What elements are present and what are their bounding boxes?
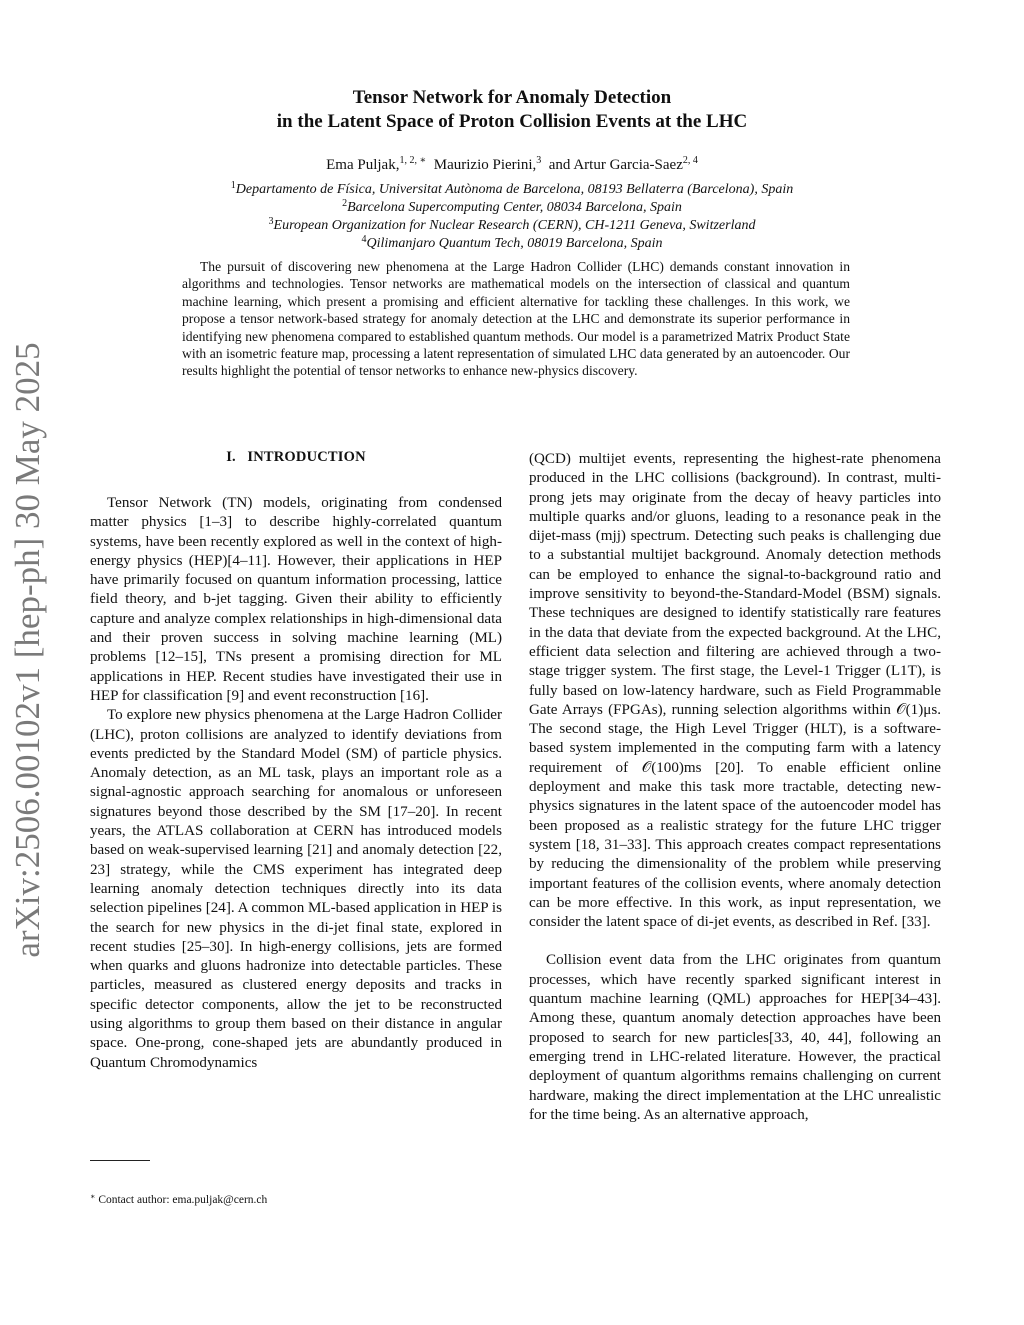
paragraph-gap bbox=[529, 932, 941, 951]
author-list bbox=[0, 155, 1024, 175]
footnote-mark: ∗ bbox=[90, 1192, 96, 1201]
title-line-1: Tensor Network for Anomaly Detection bbox=[352, 87, 672, 108]
title-line-2: in the Latent Space of Proton Collision Events at the LHC bbox=[276, 111, 748, 132]
section-title: INTRODUCTION bbox=[247, 449, 366, 465]
paragraph: Collision event data from the LHC originates from quantum processes, which have recently sparked significant interest in quantum machine learning (QML) approaches for HEP[34–43]. Among these, quantum anomaly detection approaches have been proposed to search for new particles[33, 40, 44], following an emerging trend in LHC-related literature. However, the practical deployment of quantum algorithms remains challenging on current hardware, making the direct implementation at the LHC unrealistic for the time being. As an alternative approach, bbox=[529, 952, 941, 1123]
affiliation-mark: 3 bbox=[268, 216, 274, 227]
affiliation bbox=[0, 181, 1024, 199]
affiliation bbox=[0, 217, 1024, 235]
section-number: I. bbox=[226, 449, 236, 465]
author-name: and Artur Garcia-Saez bbox=[548, 157, 683, 173]
paragraph: Tensor Network (TN) models, originating from condensed matter physics [1–3] to describe highly-correlated quantum systems, have been recently explored as well in the context of high-energy physics (HEP)[4–11]. However, their applications in HEP have primarily focused on quantum information processing, lattice field theory, and b-jet tagging. Given their ability to efficiently capture and analyze complex relationships in high-dimensional data and their proven success in solving machine learning (ML) problems [12–15], TNs present a promising direction for ML applications in HEP. Recent studies have investigated their use in HEP for classification [9] and event reconstruction [16]. bbox=[90, 495, 502, 704]
footnote-rule bbox=[90, 1160, 150, 1161]
section-heading bbox=[90, 448, 502, 467]
affiliation-mark: 1 bbox=[230, 180, 236, 191]
affiliation-text: Barcelona Supercomputing Center, 08034 Barcelona, Spain bbox=[347, 200, 682, 215]
column-left bbox=[90, 448, 502, 1073]
paper-header bbox=[0, 86, 1024, 253]
author-name: Ema Puljak, bbox=[326, 157, 400, 173]
author-affiliation-mark: 2, 4 bbox=[682, 155, 698, 166]
author-name: Maurizio Pierini, bbox=[433, 157, 537, 173]
affiliation-mark: 2 bbox=[342, 198, 348, 209]
affiliation bbox=[0, 235, 1024, 253]
affiliation-list bbox=[0, 181, 1024, 253]
author-affiliation-mark: 3 bbox=[536, 155, 542, 166]
abstract-text: The pursuit of discovering new phenomena at the Large Hadron Collider (LHC) demands constant innovation in algorithms and technologies. Tensor networks are mathematical models on the intersection of classical and quantum machine learning, which present a promising and efficient alternative for tackling these challenges. In this work, we propose a tensor network-based strategy for anomaly detection at the LHC and demonstrate its superior performance in identifying new phenomena compared to established quantum methods. Our model is a parametrized Matrix Product State with an isometric feature map, processing a latent representation of simulated LHC data generated by an autoencoder. Our results highlight the potential of tensor networks to enhance new-physics discovery. bbox=[182, 259, 850, 379]
column-right bbox=[529, 450, 941, 1125]
affiliation-mark: 4 bbox=[361, 234, 367, 245]
affiliation-text: Departamento de Física, Universitat Autònoma de Barcelona, 08193 Bellaterra (Barcelona), Spain bbox=[235, 182, 794, 197]
paper-title bbox=[0, 86, 1024, 134]
affiliation-text: Qilimanjaro Quantum Tech, 08019 Barcelona, Spain bbox=[366, 236, 663, 251]
paragraph: To explore new physics phenomena at the Large Hadron Collider (LHC), proton collisions are analyzed to identify deviations from events predicted by the Standard Model (SM) of particle physics. Anomaly detection, as an ML task, plays an important role as a signal-agnostic approach searching for anomalous or unforeseen signatures beyond those described by the SM [17–20]. In recent years, the ATLAS collaboration at CERN has introduced models based on weak-supervised learning [21] and anomaly detection [22, 23] strategy, while the CMS experiment has integrated deep learning anomaly detection techniques directly into its data selection pipelines [24]. A common ML-based application in HEP is the search for new physics in the di-jet final state, explored in recent studies [25–30]. In high-energy collisions, jets are formed when quarks and gluons hadronize into detectable particles. These particles, measured as clustered energy deposits and tracks in specific detector components, allow the jet to be reconstructed using algorithms to group them based on their distance in angular space. One-prong, cone-shaped jets are abundantly produced in Quantum Chromodynamics bbox=[90, 707, 502, 1071]
paragraph: (QCD) multijet events, representing the highest-rate phenomena produced in the LHC collisions (background). In contrast, multi-prong jets may originate from the decay of heavy particles into multiple quarks and/or gluons, leading to a resonance peak in the dijet-mass (mjj) spectrum. Detecting such peaks is challenging due to a substantial multijet background. Anomaly detection methods can be employed to enhance the signal-to-background ratio and improve sensitivity to beyond-the-Standard-Model (BSM) signals. These techniques are designed to identify statistically rare features in the data that deviate from the expected background. At the LHC, efficient data selection and filtering are achieved through a two-stage trigger system. The first stage, the Level-1 Trigger (L1T), is fully based on low-latency hardware, such as Field Programmable Gate Arrays (FPGAs), running selection algorithms within 𝒪(1)μs. The second stage, the High Level Trigger (HLT), is a software-based system implemented in the computing farm with a latency requirement of 𝒪(100)ms [20]. To enable efficient online deployment and make this task more tractable, detecting new-physics signatures in the latent space of the autoencoder model has been proposed as a realistic strategy for the future LHC trigger system [18, 31–33]. This approach creates compact representations by reducing the dimensionality of the problem while preserving important features of the collision events, where anomaly detection can be more effective. In this work, as input representation, we consider the latent space of di-jet events, as described in Ref. [33]. bbox=[529, 451, 941, 931]
footnote bbox=[90, 1192, 267, 1206]
footnote-text: Contact author: ema.puljak@cern.ch bbox=[98, 1194, 268, 1206]
abstract bbox=[182, 258, 850, 380]
affiliation-text: European Organization for Nuclear Research (CERN), CH-1211 Geneva, Switzerland bbox=[273, 218, 756, 233]
arxiv-identifier-text: arXiv:2506.00102v1 [hep-ph] 30 May 2025 bbox=[8, 342, 47, 958]
arxiv-identifier bbox=[8, 340, 48, 960]
author-affiliation-mark: 1, 2, ∗ bbox=[399, 155, 427, 166]
affiliation bbox=[0, 199, 1024, 217]
